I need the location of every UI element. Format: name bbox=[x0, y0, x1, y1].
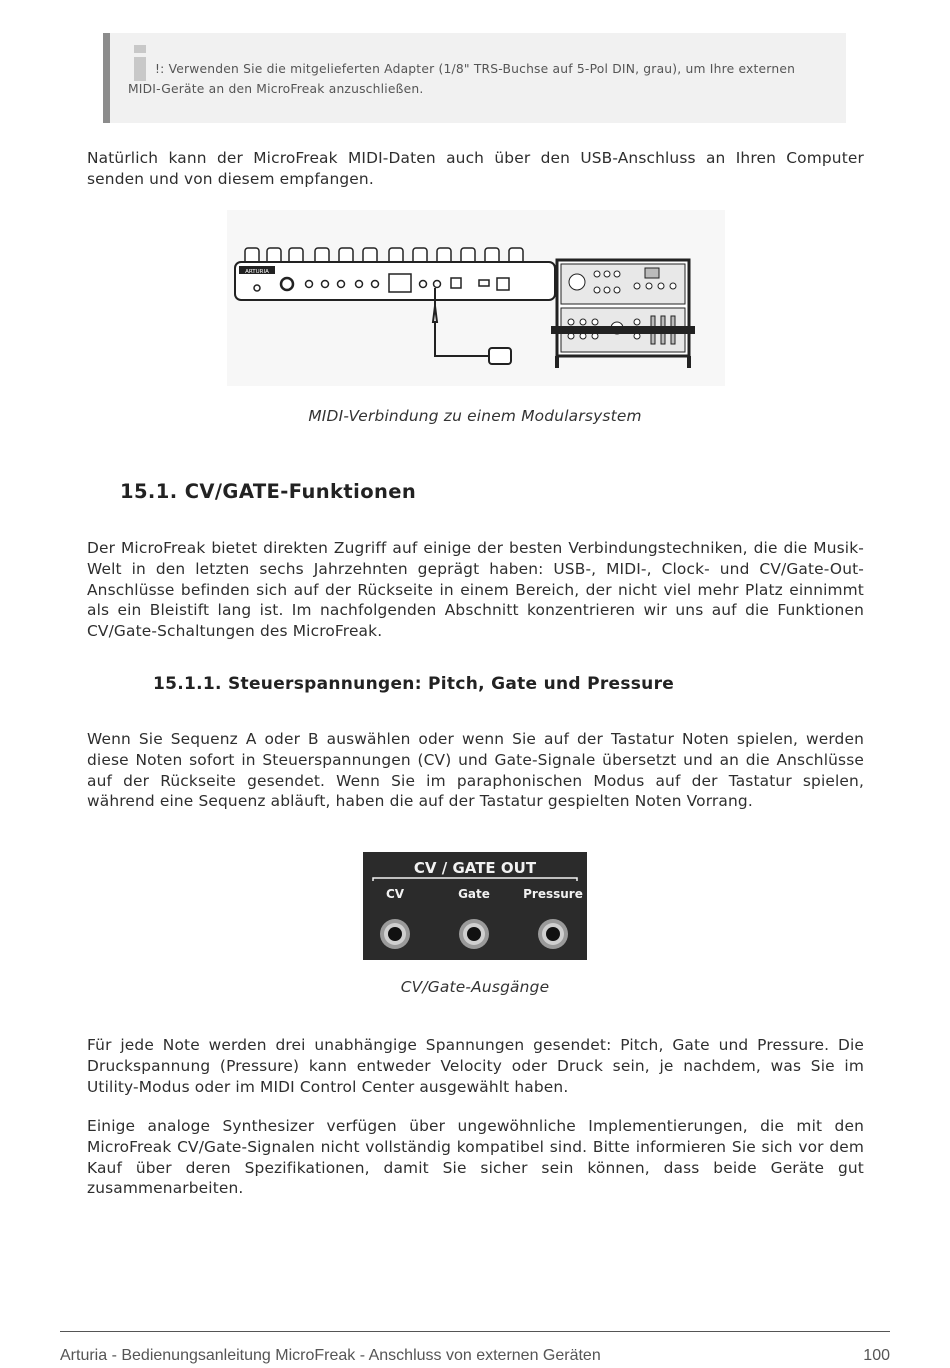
footer-divider bbox=[60, 1331, 890, 1332]
jack-gate bbox=[459, 919, 489, 949]
jack-label-pressure: Pressure bbox=[523, 887, 583, 901]
arturia-logo: ARTURIA bbox=[245, 269, 269, 275]
info-note-text bbox=[128, 59, 838, 99]
modular-system bbox=[551, 260, 695, 368]
cv-gate-title: CV / GATE OUT bbox=[413, 859, 537, 877]
paragraph-intro: Der MicroFreak bietet direkten Zugriff auf einige der besten Verbindungstechniken, die die Musik-Welt in den letzten sechs Jahrzehnten geprägt haben: USB-, MIDI-, Clock- und CV/Gate-Out-Anschlüsse befinden sich auf der Rückseite in einem Bereich, der nicht viel mehr Platz einnimmt als ein Bleistift lang ist. Im nachfolgenden Abschnitt konzentrieren wir uns auf die Funktionen CV/Gate-Schaltungen des MicroFreak. bbox=[87, 539, 864, 641]
note-line-1: !: Verwenden Sie die mitgelieferten Adapter (1/8" TRS-Buchse auf 5-Pol DIN, grau), um Ihre externen bbox=[155, 62, 796, 76]
jack-label-gate: Gate bbox=[458, 887, 490, 901]
paragraph-sequence: Wenn Sie Sequenz A oder B auswählen oder wenn Sie auf der Tastatur Noten spielen, werden diese Noten sofort in Steuerspannungen (CV) und Gate-Signale übersetzt und an die Anschlüsse auf der Rückseite gesendet. Wenn Sie im paraphonischen Modus auf der Tastatur spielen, während eine Sequenz abläuft, haben die auf der Tastatur gespielten Noten Vorrang. bbox=[87, 730, 864, 811]
figure1-caption: MIDI-Verbindung zu einem Modularsystem bbox=[308, 407, 642, 425]
note-line-2: MIDI-Geräte an den MicroFreak anzuschließen. bbox=[128, 82, 424, 96]
page-number: 100 bbox=[863, 1347, 890, 1364]
cv-gate-out-figure bbox=[363, 852, 587, 960]
jack-label-cv: CV bbox=[385, 887, 405, 901]
section-heading: 15.1. CV/GATE-Funktionen bbox=[120, 480, 417, 503]
paragraph-compat: Einige analoge Synthesizer verfügen über ungewöhnliche Implementierungen, die mit den MicroFreak CV/Gate-Signalen nicht vollständig kompatibel sind. Bitte informieren Sie sich vor dem Kauf über deren Spezifikationen, damit Sie sicher sein können, dass beide Geräte gut zusammenarbeiten. bbox=[87, 1117, 864, 1198]
figure2-caption: CV/Gate-Ausgänge bbox=[400, 978, 550, 996]
subsection-heading: 15.1.1. Steuerspannungen: Pitch, Gate und Pressure bbox=[153, 674, 675, 694]
paragraph-usb: Natürlich kann der MicroFreak MIDI-Daten auch über den USB-Anschluss an Ihren Computer senden und von diesem empfangen. bbox=[87, 149, 864, 188]
jack-pressure bbox=[538, 919, 568, 949]
jack-cv bbox=[380, 919, 410, 949]
footer-title: Arturia - Bedienungsanleitung MicroFreak - Anschluss von externen Geräten bbox=[60, 1347, 601, 1364]
paragraph-voltages: Für jede Note werden drei unabhängige Spannungen gesendet: Pitch, Gate und Pressure. Die Druckspannung (Pressure) kann entweder Velocity oder Druck sein, je nachdem, was Sie im Utility-Modus oder im MIDI Control Center ausgewählt haben. bbox=[87, 1036, 864, 1096]
midi-modular-figure bbox=[227, 210, 725, 386]
info-note bbox=[103, 33, 846, 123]
